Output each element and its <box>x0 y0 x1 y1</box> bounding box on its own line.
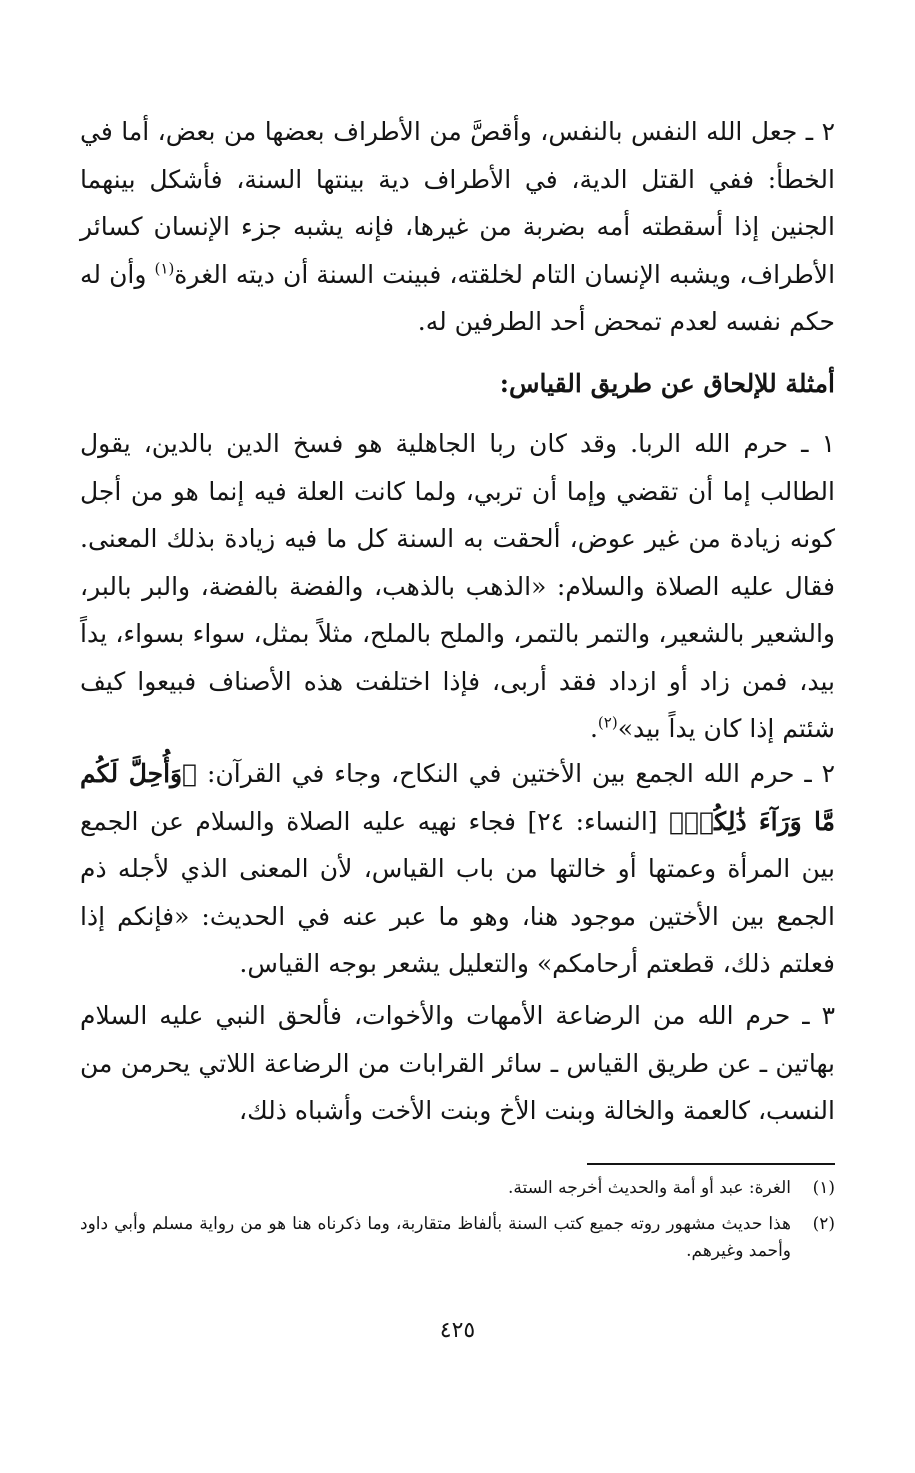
footnote-1 <box>80 1175 835 1202</box>
paragraph-3-lead: ٢ ـ حرم الله الجمع بين الأختين في النكاح، وجاء في القرآن: <box>197 759 835 788</box>
footnote-2 <box>80 1211 835 1265</box>
paragraph-2 <box>80 420 835 753</box>
section-heading: أمثلة للإلحاق عن طريق القياس: <box>499 369 835 398</box>
paragraph-2-text: ١ ـ حرم الله الربا. وقد كان ربا الجاهلية هو فسخ الدين بالدين، يقول الطالب إما أن تقضي وإما أن تربي، ولما كانت العلة فيه إنما هو من أجل كونه زيادة من غير عوض، ألحقت به السنة كل ما فيه زيادة بذلك المعنى. فقال عليه الصلاة والسلام: «الذهب بالذهب، والفضة بالفضة، والبر بالبر، والشعير بالشعير، والتمر بالتمر، والملح بالملح، مثلاً بمثل، سواء بسواء، يداً بيد، فمن زاد أو ازداد فقد أربى، فإذا اختلفت هذه الأصناف فبيعوا كيف شئتم إذا كان يداً بيد» <box>80 429 835 743</box>
footnote-text: الغرة: عبد أو أمة والحديث أخرجه الستة. <box>508 1178 791 1198</box>
footnote-divider <box>587 1163 835 1165</box>
paragraph-1-tail: وأن له حكم نفسه لعدم تمحض أحد الطرفين له. <box>80 259 835 336</box>
footnote-number: (١) <box>812 1178 835 1198</box>
page-number: ٤٢٥ <box>439 1318 476 1343</box>
paragraph-1 <box>80 108 835 346</box>
quran-verse: ﴿وَأُحِلَّ لَكُم مَّا وَرَآءَ ذَٰلِكُمۡ﴾ <box>80 759 835 836</box>
footnote-text: هذا حديث مشهور روته جميع كتب السنة بألفاظ متقاربة، وما ذكرناه هنا هو من رواية مسلم وأبي داود وأحمد وغيرهم. <box>80 1214 791 1261</box>
footnotes <box>80 1175 835 1274</box>
paragraph-2-tail: . <box>589 714 598 743</box>
footnote-ref-2: (٢) <box>597 713 618 732</box>
paragraph-4 <box>80 992 835 1135</box>
paragraph-3-text: [النساء: ٢٤] فجاء نهيه عليه الصلاة والسلام عن الجمع بين المرأة وعمتها أو خالتها من باب القياس، لأن المعنى الذي لأجله ذم الجمع بين الأختين موجود هنا، وهو ما عبر عنه في الحديث: «فإنكم إذا فعلتم ذلك، قطعتم أرحامكم» والتعليل يشعر بوجه القياس. <box>80 806 835 978</box>
paragraph-1-text: ٢ ـ جعل الله النفس بالنفس، وأقصَّ من الأطراف بعضها من بعض، أما في الخطأ: ففي القتل الدية، في الأطراف دية بينتها السنة، فأشكل بينهما الجنين إذا أسقطته أمه بضربة من غيرها، فإنه يشبه جزء الإنسان كسائر الأطراف، ويشبه الإنسان التام لخلقته، فبينت السنة أن ديته الغرة <box>80 117 836 289</box>
paragraph-3 <box>80 750 835 988</box>
footnote-ref-1: (١) <box>154 259 175 278</box>
footnote-number: (٢) <box>812 1214 835 1234</box>
paragraph-4-text: ٣ ـ حرم الله من الرضاعة الأمهات والأخوات، فألحق النبي عليه السلام بهاتين ـ عن طريق القياس ـ سائر القرابات من الرضاعة اللاتي يحرمن من النسب، كالعمة والخالة وبنت الأخ وبنت الأخت وأشباه ذلك، <box>80 1001 835 1125</box>
